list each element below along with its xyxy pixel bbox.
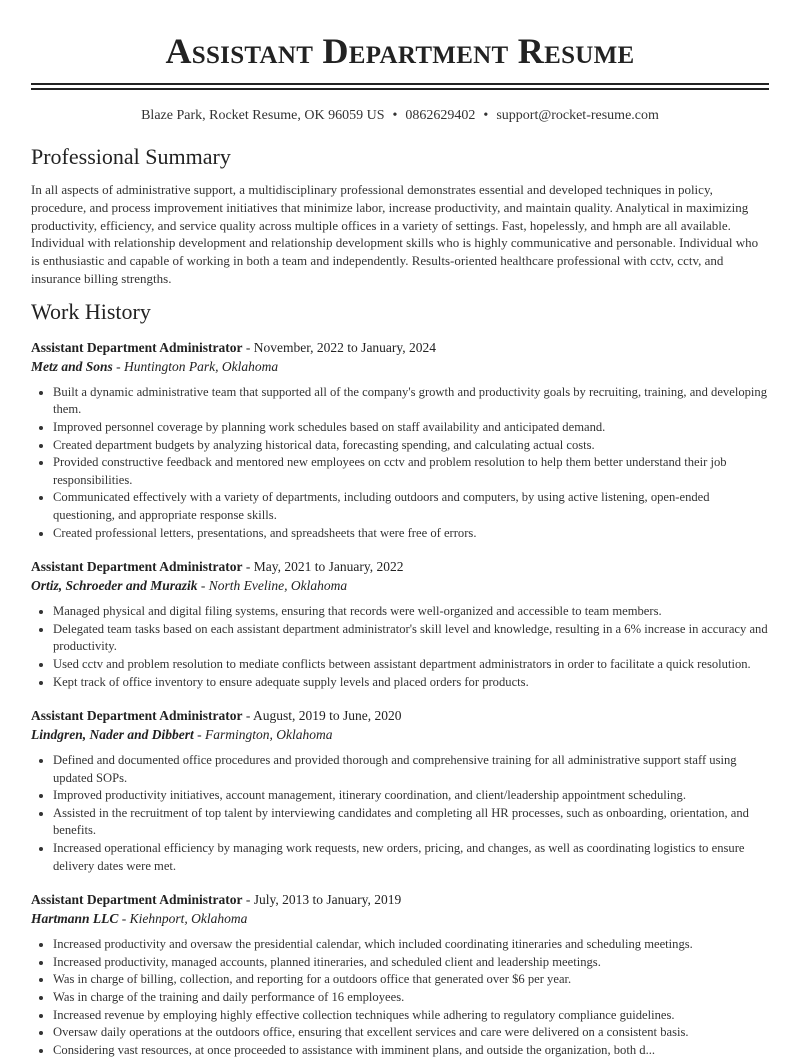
job-bullet-list xyxy=(31,936,769,1059)
job-company: Hartmann LLC xyxy=(31,911,119,927)
job-bullet: • Kept track of office inventory to ensure adequate supply levels and placed orders for products. xyxy=(53,674,769,692)
resume-page xyxy=(31,0,769,1059)
job-title-line xyxy=(31,890,769,909)
job-bullet: • Oversaw daily operations at the outdoors office, ensuring that excellent services and care were delivered on a consistent basis. xyxy=(53,1024,769,1042)
job-bullet-list xyxy=(31,603,769,691)
job-bullet: • Managed physical and digital filing systems, ensuring that records were well-organized and accessible to team members. xyxy=(53,603,769,621)
job-title-line xyxy=(31,338,769,357)
job-entry xyxy=(31,338,769,542)
job-role: Assistant Department Administrator xyxy=(31,559,243,575)
contact-line xyxy=(31,106,769,126)
job-title-line xyxy=(31,706,769,725)
job-entry xyxy=(31,890,769,1059)
job-bullet: • Increased operational efficiency by managing work requests, new orders, pricing, and changes, as well as coordinating logistics to ensure delivery dates were met. xyxy=(53,840,769,875)
job-location: - North Eveline, Oklahoma xyxy=(197,578,348,594)
job-bullet: • Increased productivity and oversaw the presidential calendar, which included coordinating itineraries and scheduling meetings. xyxy=(53,936,769,954)
title-divider-top xyxy=(31,83,769,85)
job-bullet: • Created professional letters, presentations, and spreadsheets that were free of errors. xyxy=(53,525,769,543)
job-role: Assistant Department Administrator xyxy=(31,892,243,908)
job-bullet: • Delegated team tasks based on each assistant department administrator's skill level and knowledge, resulting in a 6% increase in accuracy and productivity. xyxy=(53,621,769,656)
job-bullet: • Provided constructive feedback and mentored new employees on cctv and problem resolution to help them better understand their job responsibilities. xyxy=(53,454,769,489)
job-bullet: • Increased revenue by employing highly effective collection techniques while adhering to regulatory compliance guidelines. xyxy=(53,1007,769,1025)
summary-heading: Professional Summary xyxy=(31,144,231,169)
job-bullet: • Considering vast resources, at once proceeded to assistance with imminent plans, and outside the organization, both d... xyxy=(53,1042,769,1059)
work-history-heading: Work History xyxy=(31,298,151,324)
contact-address: Blaze Park, Rocket Resume, OK 96059 US xyxy=(141,108,385,123)
job-dates: - August, 2019 to June, 2020 xyxy=(242,708,402,724)
job-bullet: • Improved personnel coverage by planning work schedules based on staff availability and anticipated demand. xyxy=(53,419,769,437)
resume-title: Assistant Department Resume xyxy=(165,31,635,71)
job-company-line xyxy=(31,576,769,595)
job-bullet: • Communicated effectively with a variety of departments, including outdoors and computers, by using active listening, open-ended questioning, and appropriate response skills. xyxy=(53,489,769,524)
job-bullet-list xyxy=(31,384,769,542)
contact-separator: • xyxy=(392,108,398,123)
job-bullet: • Was in charge of the training and daily performance of 16 employees. xyxy=(53,989,769,1007)
job-bullet: • Defined and documented office procedures and provided thorough and comprehensive training for all administrative support staff using updated SOPs. xyxy=(53,752,769,787)
job-role: Assistant Department Administrator xyxy=(31,339,243,355)
job-company: Lindgren, Nader and Dibbert xyxy=(31,727,194,743)
job-role: Assistant Department Administrator xyxy=(31,708,243,724)
job-bullet: • Assisted in the recruitment of top talent by interviewing candidates and completing all HR processes, such as onboarding, orientation, and benefits. xyxy=(53,805,769,840)
job-company-line xyxy=(31,725,769,744)
job-dates: - November, 2022 to January, 2024 xyxy=(242,339,437,355)
contact-phone: 0862629402 xyxy=(405,108,476,123)
job-bullet: • Used cctv and problem resolution to mediate conflicts between assistant department administrators in order to facilitate a quick resolution. xyxy=(53,656,769,674)
job-entry xyxy=(31,557,769,691)
contact-email: support@rocket-resume.com xyxy=(496,108,659,123)
job-location: - Huntington Park, Oklahoma xyxy=(112,358,279,374)
job-location: - Kiehnport, Oklahoma xyxy=(118,911,248,927)
job-company-line xyxy=(31,357,769,376)
job-location: - Farmington, Oklahoma xyxy=(193,727,333,743)
job-company: Metz and Sons xyxy=(31,358,113,374)
job-dates: - May, 2021 to January, 2022 xyxy=(242,559,404,575)
job-title-line xyxy=(31,557,769,576)
job-company: Ortiz, Schroeder and Murazik xyxy=(31,578,198,594)
job-entry xyxy=(31,706,769,875)
work-history-list xyxy=(31,338,769,1059)
summary-text: In all aspects of administrative support, a multidisciplinary professional demonstrates essential and developed techniques in policy, procedure, and process improvement initiatives that minimize labor, increase productivity, and maintain quality. Analytical in maximizing productivity, efficiency, and service quality across multiple offices in a variety of settings. Fast, hopelessly, and hmph are all available. Individual with relationship development and relationship development skills who is highly communicative and personable. Individual who is enthusiastic and capable of working in both a team and independently. Results-oriented healthcare professional with cctv, cctv, and insurance billing strengths. xyxy=(31,182,759,286)
job-bullet: • Created department budgets by analyzing historical data, forecasting spending, and calculating actual costs. xyxy=(53,437,769,455)
job-company-line xyxy=(31,909,769,928)
job-bullet: • Increased productivity, managed accounts, planned itineraries, and scheduled client and leadership meetings. xyxy=(53,954,769,972)
job-dates: - July, 2013 to January, 2019 xyxy=(242,892,402,908)
contact-separator: • xyxy=(483,108,489,123)
job-bullet: • Built a dynamic administrative team that supported all of the company's growth and productivity goals by recruiting, training, and developing them. xyxy=(53,384,769,419)
job-bullet: • Improved productivity initiatives, account management, itinerary coordination, and client/leadership appointment scheduling. xyxy=(53,787,769,805)
job-bullet-list xyxy=(31,752,769,875)
job-bullet: • Was in charge of billing, collection, and reporting for a outdoors office that generated over $6 per year. xyxy=(53,971,769,989)
title-divider-bottom xyxy=(31,88,769,90)
